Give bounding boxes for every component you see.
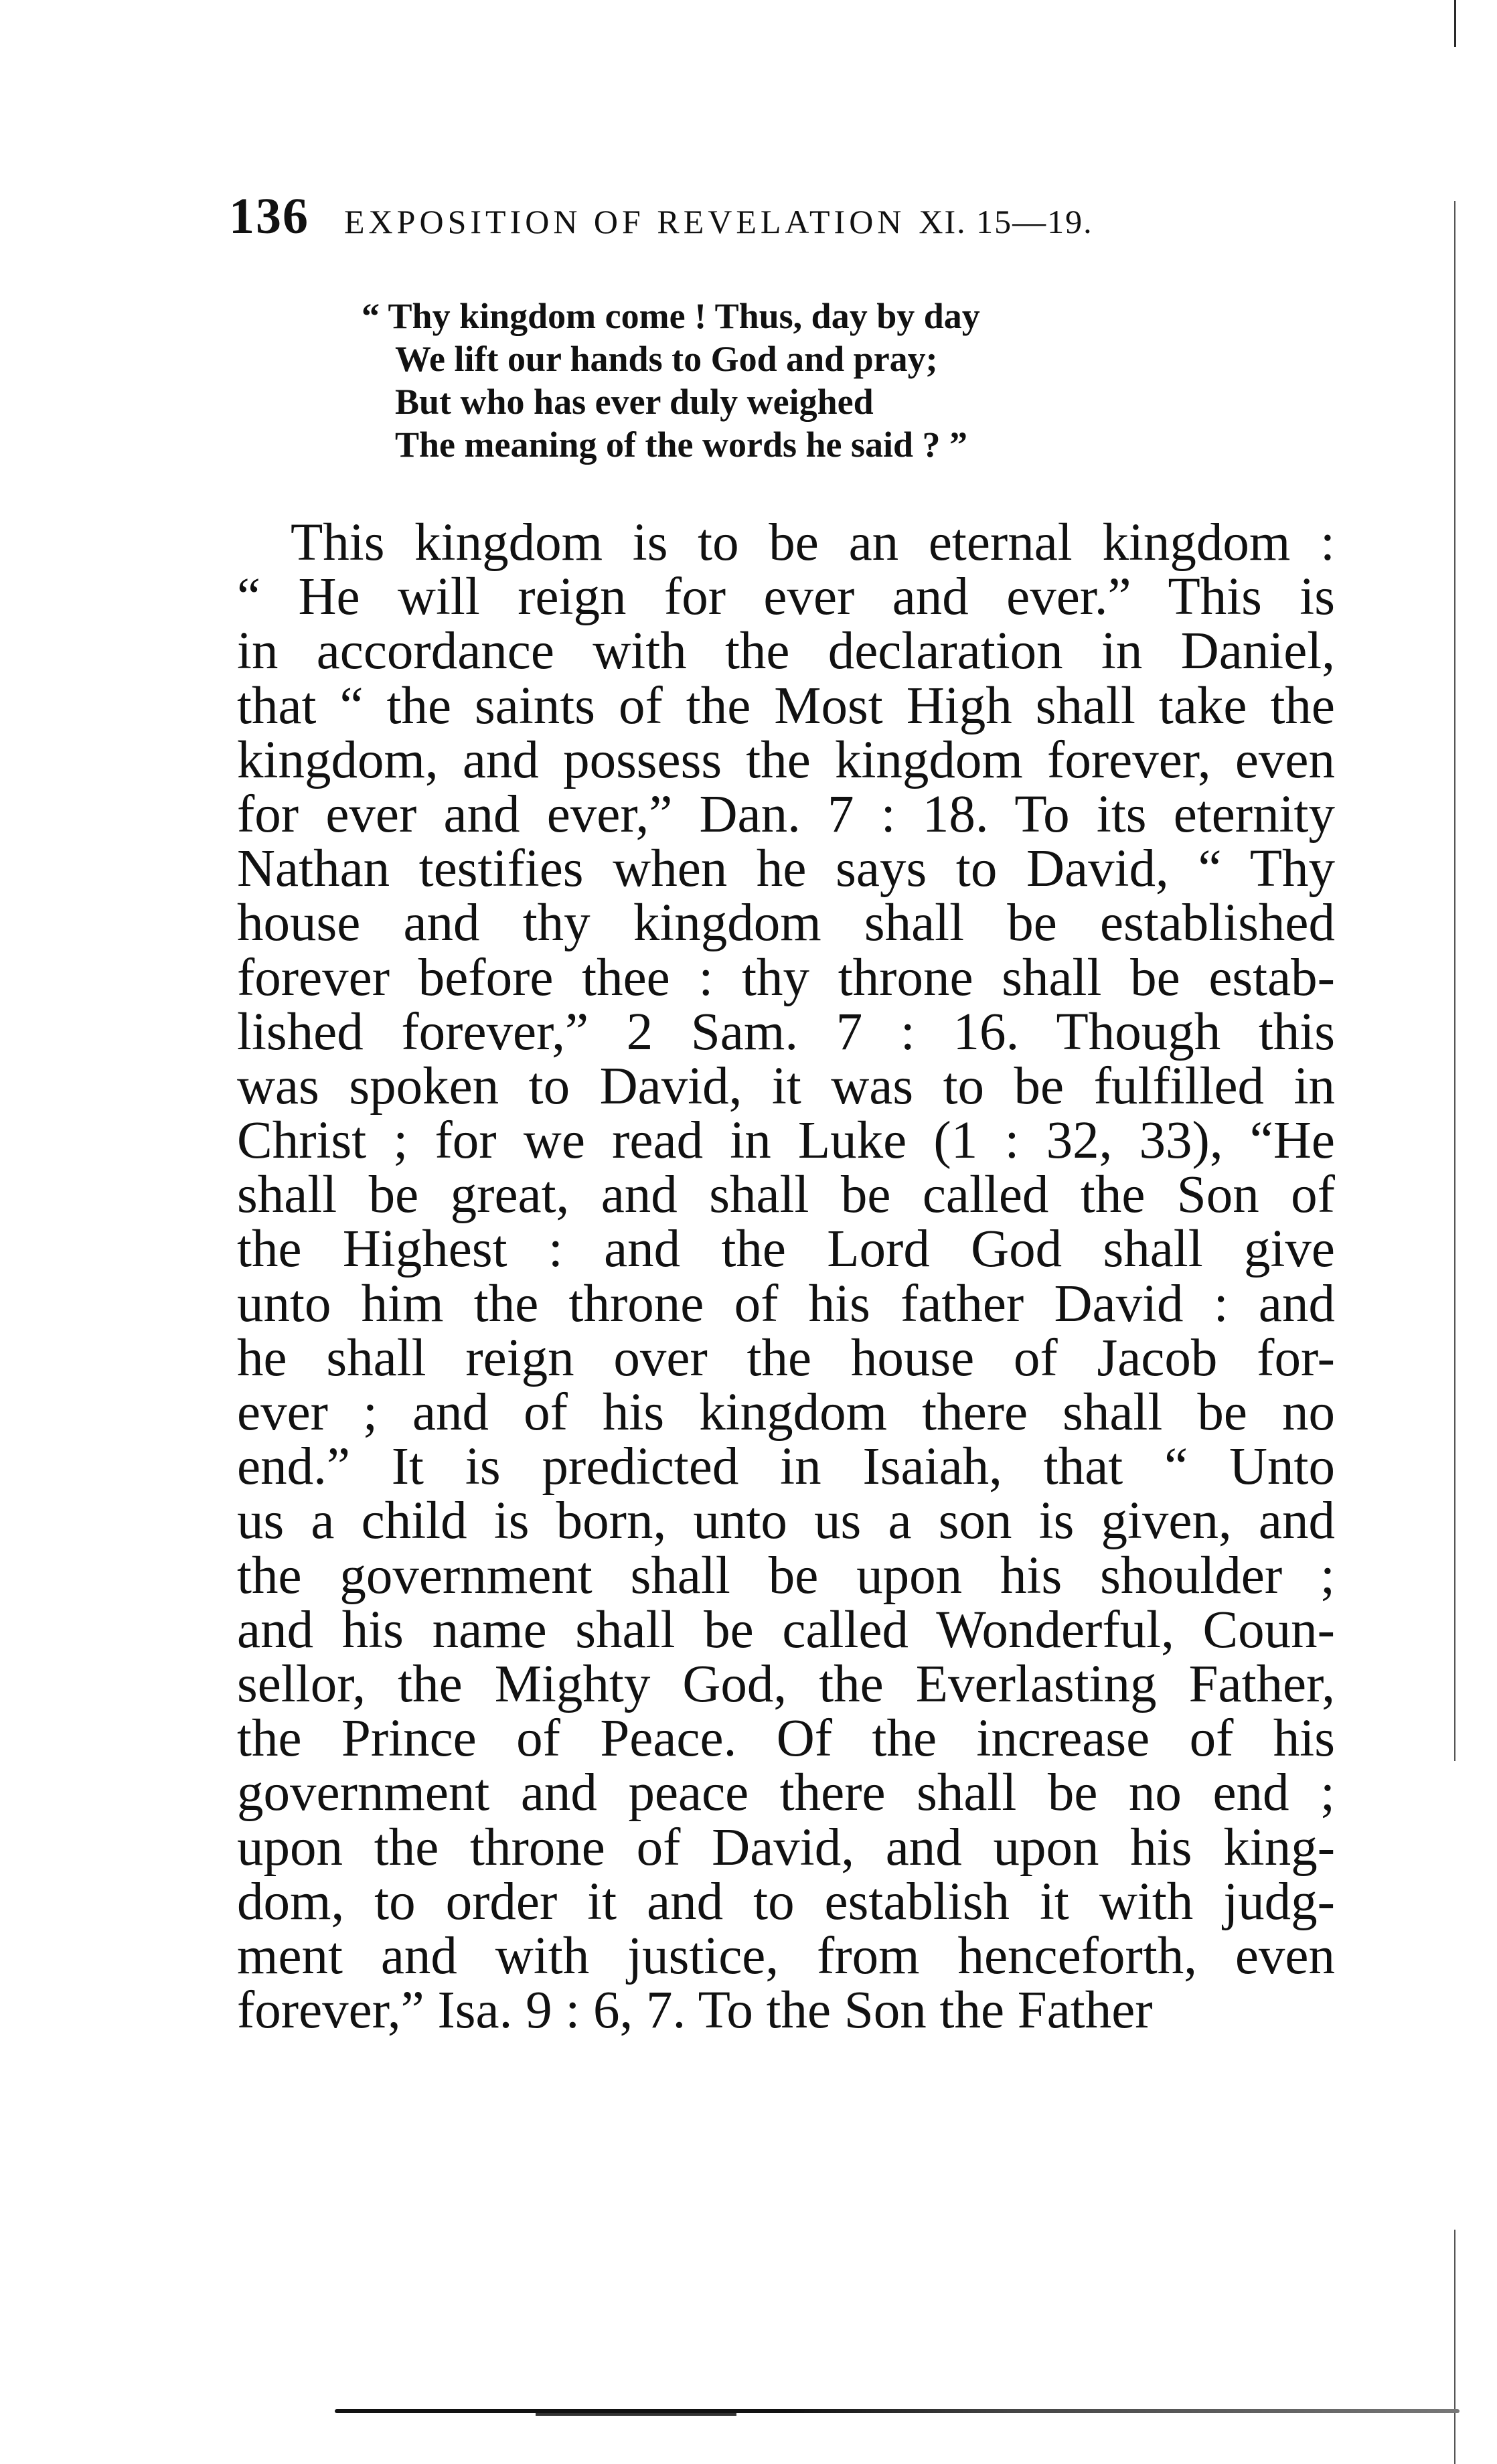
verse-line: We lift our hands to God and pray;	[395, 339, 938, 379]
verse-line: “ Thy kingdom come ! Thus, day by day	[362, 296, 980, 336]
text-line: This kingdom is to be an eternal kingdom :	[291, 514, 1335, 572]
text-line: and his name shall be called Wonderful, Coun-	[237, 1600, 1335, 1659]
scan-edge-line	[1454, 2230, 1455, 2464]
scan-edge-line	[1454, 0, 1456, 47]
verse-line: But who has ever duly weighed	[395, 382, 874, 422]
text-line: the Highest : and the Lord God shall give	[237, 1220, 1335, 1279]
epigraph-verse	[362, 295, 1232, 466]
text-line: Nathan testifies when he says to David, “ Thy	[237, 840, 1335, 899]
running-header	[229, 187, 1327, 248]
text-line: “ He will reign for ever and ever.” This is	[237, 568, 1335, 627]
text-line: house and thy kingdom shall be established	[237, 894, 1335, 953]
verse-line: The meaning of the words he said ? ”	[395, 425, 968, 465]
text-line: in accordance with the declaration in Daniel,	[237, 622, 1335, 681]
text-line: the government shall be upon his shoulder ;	[237, 1546, 1335, 1605]
rule-line	[335, 2409, 1460, 2413]
scan-edge-line	[1454, 201, 1455, 1761]
text-line: dom, to order it and to establish it with judg-	[237, 1872, 1335, 1931]
text-line: for ever and ever,” Dan. 7 : 18. To its eternity	[237, 785, 1335, 844]
text-line: lished forever,” 2 Sam. 7 : 16. Though this	[237, 1002, 1335, 1061]
page-number: 136	[229, 188, 309, 244]
text-line: he shall reign over the house of Jacob for-	[237, 1328, 1335, 1387]
running-title: EXPOSITION OF REVELATION	[344, 203, 906, 240]
body-paragraph	[237, 514, 1335, 2040]
text-line: shall be great, and shall be called the Son of	[237, 1166, 1335, 1225]
text-line: forever,” Isa. 9 : 6, 7. To the Son the Father	[237, 1981, 1153, 2040]
text-line: the Prince of Peace. Of the increase of his	[237, 1709, 1335, 1768]
text-line: end.” It is predicted in Isaiah, that “ Unto	[237, 1438, 1335, 1496]
text-line: Christ ; for we read in Luke (1 : 32, 33), “He	[237, 1111, 1335, 1170]
text-line: ever ; and of his kingdom there shall be no	[237, 1383, 1335, 1442]
text-line: us a child is born, unto us a son is given, and	[237, 1492, 1335, 1551]
text-line: ment and with justice, from henceforth, even	[237, 1926, 1335, 1985]
text-line: sellor, the Mighty God, the Everlasting Father,	[237, 1654, 1335, 1713]
text-line: that “ the saints of the Most High shall take the	[237, 676, 1335, 735]
text-line: government and peace there shall be no end ;	[237, 1764, 1335, 1823]
ink-smudge	[536, 2413, 736, 2416]
text-line: upon the throne of David, and upon his king-	[237, 1818, 1335, 1877]
chapter-verse-reference: XI. 15—19.	[919, 203, 1093, 240]
text-line: kingdom, and possess the kingdom forever, even	[237, 730, 1335, 789]
text-line: was spoken to David, it was to be fulfilled in	[237, 1057, 1335, 1115]
text-line: forever before thee : thy throne shall be estab-	[237, 948, 1335, 1007]
footer-rule	[335, 2409, 1460, 2414]
text-line: unto him the throne of his father David : and	[237, 1274, 1335, 1333]
